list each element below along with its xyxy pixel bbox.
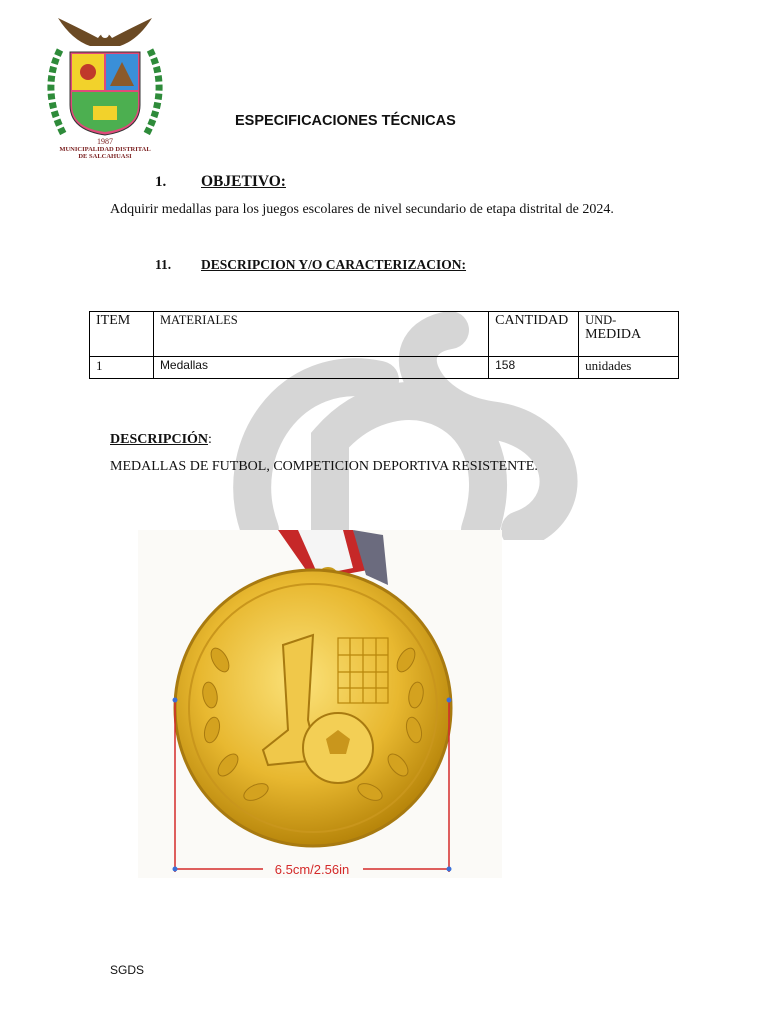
header-item: ITEM (90, 312, 154, 357)
section-1-heading: OBJETIVO: (201, 173, 286, 190)
municipality-crest-logo (38, 10, 172, 160)
section-2-number: 11. (155, 257, 172, 272)
header-materiales: MATERIALES (153, 312, 488, 357)
section-2-heading: DESCRIPCION Y/O CARACTERIZACION: (201, 257, 467, 272)
medal-illustration (138, 530, 502, 878)
medal-image (138, 530, 502, 878)
description-colon: : (208, 432, 212, 447)
description-heading-line (110, 432, 212, 448)
cell-material: Medallas (153, 357, 488, 379)
document-title: ESPECIFICACIONES TÉCNICAS (235, 113, 456, 129)
cell-unidad: unidades (579, 357, 679, 379)
logo-year: 1987 (97, 137, 113, 146)
dimension-label: 6.5cm/2.56in (274, 862, 350, 877)
header-unidad-medida (579, 312, 679, 357)
specification-table (89, 311, 679, 379)
logo-name-line1: MUNICIPALIDAD DISTRITAL (59, 146, 151, 153)
header-und: UND- (585, 313, 617, 327)
cell-cantidad: 158 (489, 357, 579, 379)
description-heading: DESCRIPCIÓN (110, 432, 209, 447)
cell-item: 1 (90, 357, 154, 379)
header-medida: MEDIDA (585, 327, 642, 342)
table-row (90, 357, 679, 379)
description-text: MEDALLAS DE FUTBOL, COMPETICION DEPORTIVA RESISTENTE. (110, 459, 538, 474)
section-1-number: 1. (155, 174, 167, 190)
objective-text: Adquirir medallas para los juegos escolares de nivel secundario de etapa distrital de 2024. (110, 202, 614, 217)
footer-signature: SGDS (110, 963, 145, 977)
table-header-row (90, 312, 679, 357)
logo-name-line2: DE SALCAHUASI (78, 153, 132, 160)
header-cantidad: CANTIDAD (489, 312, 579, 357)
